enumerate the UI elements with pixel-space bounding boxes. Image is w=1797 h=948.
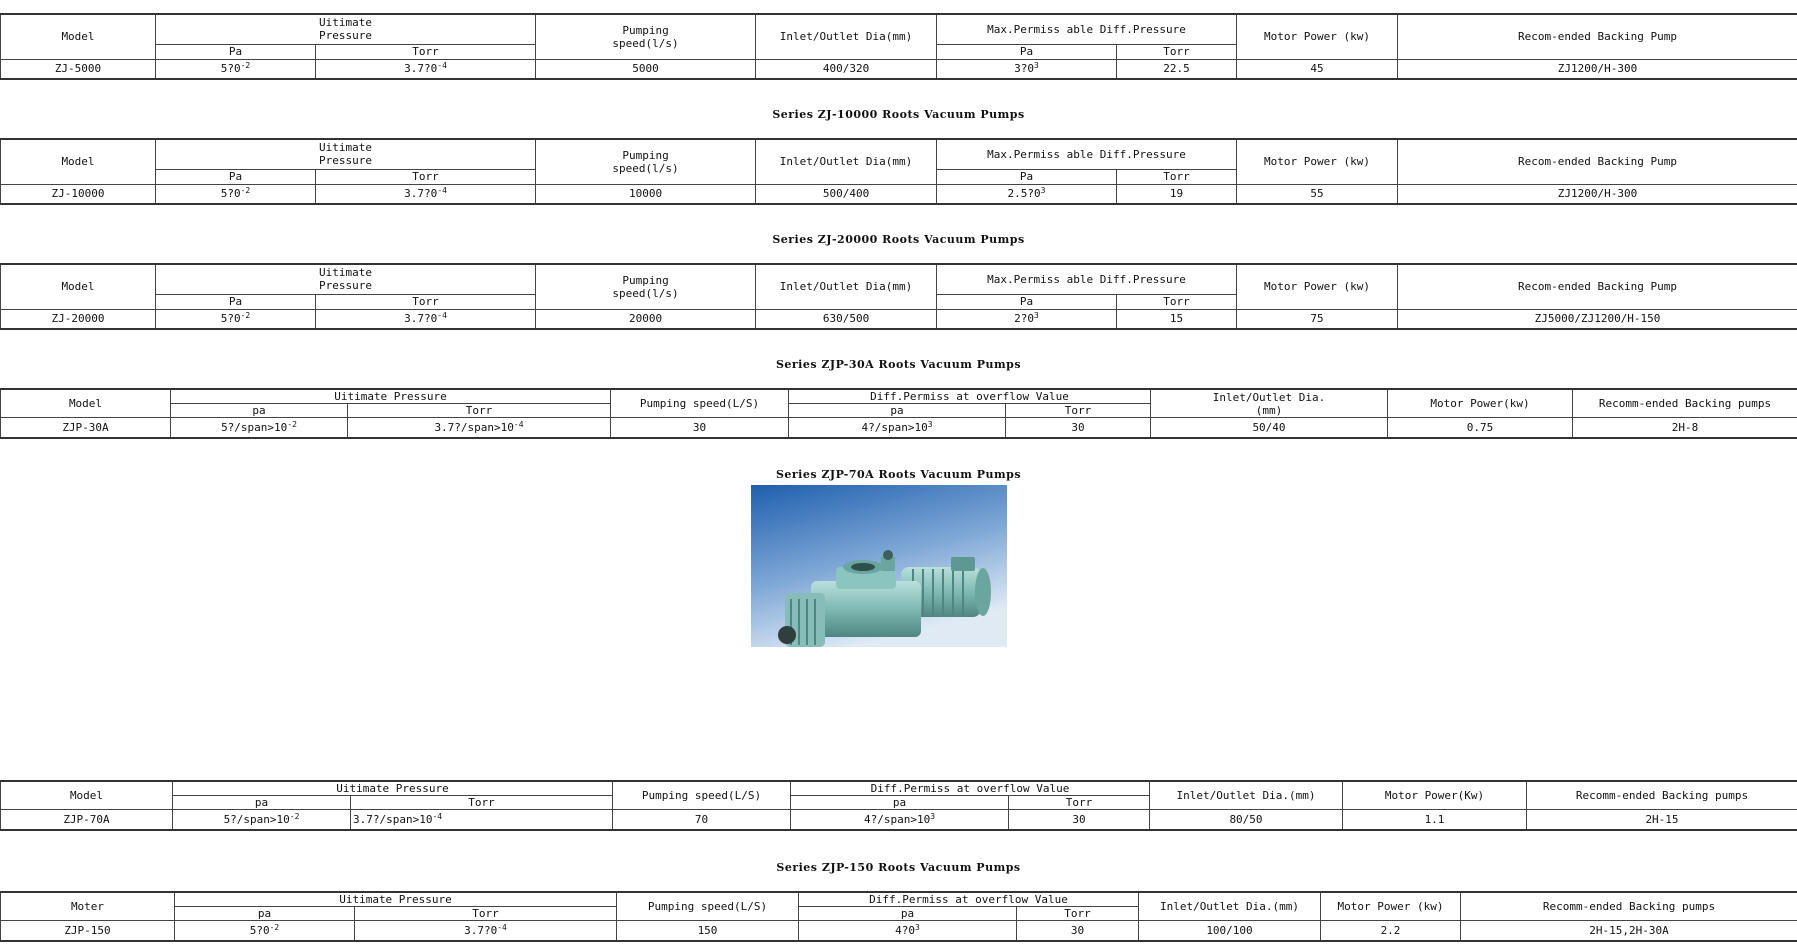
header-torr: Torr bbox=[316, 294, 536, 309]
cell-diff-torr: 22.5 bbox=[1117, 59, 1237, 79]
cell-model: ZJP-70A bbox=[1, 810, 173, 830]
header-torr: Torr bbox=[348, 404, 611, 418]
cell-diff-torr: 30 bbox=[1017, 921, 1139, 941]
header-diff-torr: Torr bbox=[1017, 907, 1139, 921]
cell-backing: ZJ1200/H-300 bbox=[1398, 184, 1797, 204]
header-diff-torr: Torr bbox=[1006, 404, 1151, 418]
pump-photo bbox=[751, 485, 1007, 647]
header-torr: Torr bbox=[316, 44, 536, 59]
cell-pa: $5?0^{-2}$ bbox=[175, 921, 355, 941]
header-max-diff-pressure: Max.Permiss able Diff.Pressure bbox=[937, 14, 1237, 44]
cell-model: ZJ-5000 bbox=[1, 59, 156, 79]
header-diff-overflow: Diff.Permiss at overflow Value bbox=[789, 389, 1151, 404]
header-diff-torr: Torr bbox=[1009, 796, 1150, 810]
zj20000-spec-table bbox=[0, 263, 1797, 330]
cell-diff-torr: 19 bbox=[1117, 184, 1237, 204]
cell-torr: $3.7?0^{-4}$ bbox=[316, 309, 536, 329]
header-pa: pa bbox=[171, 404, 348, 418]
header-motor-power: Motor Power (kw) bbox=[1237, 139, 1398, 184]
cell-pa: $5?0^{-2}$ bbox=[156, 59, 316, 79]
header-inlet-outlet: Inlet/Outlet Dia(mm) bbox=[756, 139, 937, 184]
table-row bbox=[1, 59, 1797, 79]
cell-inlet: 630/500 bbox=[756, 309, 937, 329]
zjp70a-spec-table bbox=[0, 780, 1797, 831]
header-motor-power: Motor Power(Kw) bbox=[1343, 781, 1527, 810]
header-diff-pa: Pa bbox=[937, 169, 1117, 184]
cell-speed: 10000 bbox=[536, 184, 756, 204]
header-inlet-outlet: Inlet/Outlet Dia.(mm) bbox=[1139, 892, 1321, 921]
roots-pump-image bbox=[751, 485, 1007, 647]
header-ultimate-pressure: Uitimate Pressure bbox=[173, 781, 613, 796]
header-torr: Torr bbox=[316, 169, 536, 184]
header-backing-pump: Recomm-ended Backing pumps bbox=[1527, 781, 1797, 810]
header-model: Model bbox=[1, 139, 156, 184]
header-pumping-speed: Pumping speed(L/S) bbox=[611, 389, 789, 418]
header-ultimate-pressure: Uitimate Pressure bbox=[175, 892, 617, 907]
header-ultimate-pressure: Uitimate Pressure bbox=[156, 14, 536, 44]
zj5000-spec-table bbox=[0, 13, 1797, 80]
header-diff-torr: Torr bbox=[1117, 294, 1237, 309]
cell-diff-pa: $2?0^3$ bbox=[937, 309, 1117, 329]
header-ultimate-pressure: Uitimate Pressure bbox=[171, 389, 611, 404]
header-backing-pump: Recom-ended Backing Pump bbox=[1398, 14, 1797, 59]
header-torr: Torr bbox=[351, 796, 613, 810]
header-model: Model bbox=[1, 389, 171, 418]
table-row bbox=[1, 921, 1797, 941]
header-inlet-outlet: Inlet/Outlet Dia.(mm) bbox=[1150, 781, 1343, 810]
cell-model: ZJ-20000 bbox=[1, 309, 156, 329]
header-model: Model bbox=[1, 14, 156, 59]
header-backing-pump: Recomm-ended Backing pumps bbox=[1573, 389, 1797, 418]
cell-speed: 20000 bbox=[536, 309, 756, 329]
cell-diff-pa: $3?0^3$ bbox=[937, 59, 1117, 79]
cell-inlet: 50/40 bbox=[1151, 418, 1388, 438]
cell-motor: 1.1 bbox=[1343, 810, 1527, 830]
cell-backing: ZJ5000/ZJ1200/H-150 bbox=[1398, 309, 1797, 329]
cell-diff-pa: $2.5?0^3$ bbox=[937, 184, 1117, 204]
cell-motor: 75 bbox=[1237, 309, 1398, 329]
cell-inlet: 500/400 bbox=[756, 184, 937, 204]
zj10000-spec-table bbox=[0, 138, 1797, 205]
header-inlet-outlet: Inlet/Outlet Dia(mm) bbox=[756, 264, 937, 309]
header-diff-torr: Torr bbox=[1117, 169, 1237, 184]
cell-backing: 2H-15,2H-30A bbox=[1461, 921, 1797, 941]
header-pumping-speed: Pumping speed(L/S) bbox=[613, 781, 791, 810]
cell-backing: 2H-15 bbox=[1527, 810, 1797, 830]
cell-pa: $5?0^{-2}$ bbox=[156, 184, 316, 204]
cell-diff-torr: 30 bbox=[1006, 418, 1151, 438]
zjp30a-spec-table bbox=[0, 388, 1797, 439]
table-row bbox=[1, 810, 1797, 830]
series-title-zj10000: Series ZJ-10000 Roots Vacuum Pumps bbox=[772, 108, 1025, 121]
header-model: Moter bbox=[1, 892, 175, 921]
cell-diff-torr: 30 bbox=[1009, 810, 1150, 830]
header-model: Model bbox=[1, 264, 156, 309]
cell-speed: 5000 bbox=[536, 59, 756, 79]
header-model: Model bbox=[1, 781, 173, 810]
cell-diff-pa: $4?/span>10^3$ bbox=[791, 810, 1009, 830]
header-pa: Pa bbox=[156, 44, 316, 59]
cell-model: ZJ-10000 bbox=[1, 184, 156, 204]
cell-torr: $3.7?0^{-4}$ bbox=[316, 184, 536, 204]
cell-torr: $3.7?0^{-4}$ bbox=[355, 921, 617, 941]
header-diff-pa: pa bbox=[789, 404, 1006, 418]
header-pa: pa bbox=[175, 907, 355, 921]
header-diff-pa: Pa bbox=[937, 294, 1117, 309]
cell-pa: $5?/span>10^{-2}$ bbox=[171, 418, 348, 438]
header-motor-power: Motor Power (kw) bbox=[1237, 264, 1398, 309]
header-diff-overflow: Diff.Permiss at overflow Value bbox=[791, 781, 1150, 796]
table-row bbox=[1, 418, 1797, 438]
header-backing-pump: Recomm-ended Backing pumps bbox=[1461, 892, 1797, 921]
cell-motor: 0.75 bbox=[1388, 418, 1573, 438]
series-title-zjp30a: Series ZJP-30A Roots Vacuum Pumps bbox=[775, 358, 1022, 371]
cell-model: ZJP-150 bbox=[1, 921, 175, 941]
header-max-diff-pressure: Max.Permiss able Diff.Pressure bbox=[937, 139, 1237, 169]
header-diff-pa: Pa bbox=[937, 44, 1117, 59]
cell-inlet: 80/50 bbox=[1150, 810, 1343, 830]
cell-backing: 2H-8 bbox=[1573, 418, 1797, 438]
header-diff-overflow: Diff.Permiss at overflow Value bbox=[799, 892, 1139, 907]
series-title-zjp150: Series ZJP-150 Roots Vacuum Pumps bbox=[776, 861, 1021, 874]
zjp150-spec-table bbox=[0, 891, 1797, 942]
cell-motor: 55 bbox=[1237, 184, 1398, 204]
header-pumping-speed: Pumping speed(l/s) bbox=[536, 139, 756, 184]
header-motor-power: Motor Power (kw) bbox=[1237, 14, 1398, 59]
header-pa: Pa bbox=[156, 169, 316, 184]
header-ultimate-pressure: Uitimate Pressure bbox=[156, 264, 536, 294]
header-pa: pa bbox=[173, 796, 351, 810]
cell-torr: $3.7?0^{-4}$ bbox=[316, 59, 536, 79]
series-title-zjp70a: Series ZJP-70A Roots Vacuum Pumps bbox=[775, 468, 1022, 481]
header-pumping-speed: Pumping speed(l/s) bbox=[536, 264, 756, 309]
header-diff-torr: Torr bbox=[1117, 44, 1237, 59]
header-diff-pa: pa bbox=[799, 907, 1017, 921]
cell-diff-pa: $4?0^3$ bbox=[799, 921, 1017, 941]
header-torr: Torr bbox=[355, 907, 617, 921]
header-motor-power: Motor Power(kw) bbox=[1388, 389, 1573, 418]
header-motor-power: Motor Power (kw) bbox=[1321, 892, 1461, 921]
table-row bbox=[1, 309, 1797, 329]
cell-model: ZJP-30A bbox=[1, 418, 171, 438]
header-diff-pa: pa bbox=[791, 796, 1009, 810]
cell-diff-pa: $4?/span>10^3$ bbox=[789, 418, 1006, 438]
header-backing-pump: Recom-ended Backing Pump bbox=[1398, 264, 1797, 309]
cell-pa: $5?0^{-2}$ bbox=[156, 309, 316, 329]
header-inlet-outlet: Inlet/Outlet Dia. (mm) bbox=[1151, 389, 1388, 418]
cell-torr: $3.7?/span>10^{-4}$ bbox=[351, 810, 613, 830]
header-ultimate-pressure: Uitimate Pressure bbox=[156, 139, 536, 169]
cell-backing: ZJ1200/H-300 bbox=[1398, 59, 1797, 79]
cell-speed: 70 bbox=[613, 810, 791, 830]
header-pumping-speed: Pumping speed(L/S) bbox=[617, 892, 799, 921]
header-backing-pump: Recom-ended Backing Pump bbox=[1398, 139, 1797, 184]
cell-speed: 150 bbox=[617, 921, 799, 941]
cell-motor: 2.2 bbox=[1321, 921, 1461, 941]
cell-torr: $3.7?/span>10^{-4}$ bbox=[348, 418, 611, 438]
cell-pa: $5?/span>10^{-2}$ bbox=[173, 810, 351, 830]
table-row bbox=[1, 184, 1797, 204]
header-max-diff-pressure: Max.Permiss able Diff.Pressure bbox=[937, 264, 1237, 294]
cell-inlet: 400/320 bbox=[756, 59, 937, 79]
cell-diff-torr: 15 bbox=[1117, 309, 1237, 329]
header-inlet-outlet: Inlet/Outlet Dia(mm) bbox=[756, 14, 937, 59]
cell-speed: 30 bbox=[611, 418, 789, 438]
header-pumping-speed: Pumping speed(l/s) bbox=[536, 14, 756, 59]
series-title-zj20000: Series ZJ-20000 Roots Vacuum Pumps bbox=[772, 233, 1025, 246]
cell-inlet: 100/100 bbox=[1139, 921, 1321, 941]
cell-motor: 45 bbox=[1237, 59, 1398, 79]
header-pa: Pa bbox=[156, 294, 316, 309]
